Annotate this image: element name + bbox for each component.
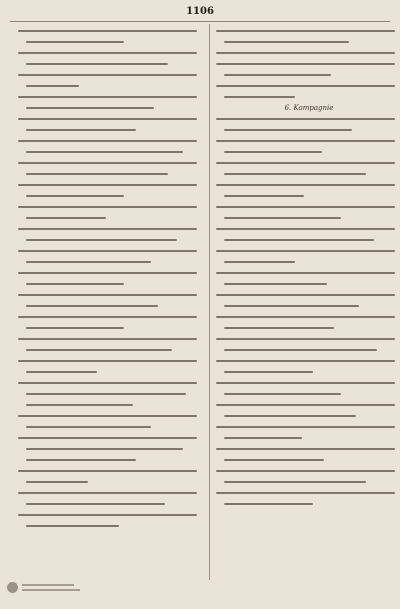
entry-line (18, 510, 204, 521)
entry-line (216, 235, 400, 246)
entry-line (216, 213, 400, 224)
entry-line (18, 246, 204, 257)
entry-text-bar (216, 228, 395, 230)
entry-line (18, 169, 204, 180)
entry-line (216, 466, 400, 477)
entry-line (216, 455, 400, 466)
entry-line (216, 279, 400, 290)
entry-line (216, 389, 400, 400)
entry-text-bar (26, 481, 88, 483)
entry-line (216, 136, 400, 147)
entry-text-bar (224, 327, 334, 329)
entry-text-bar (224, 415, 356, 417)
entry-text-bar (18, 96, 197, 98)
entry-text-bar (216, 294, 395, 296)
entry-text-bar (18, 272, 197, 274)
entry-line (18, 125, 204, 136)
entry-text-bar (224, 129, 352, 131)
entry-line (18, 411, 204, 422)
entry-text-bar (26, 129, 136, 131)
entry-text-bar (18, 206, 197, 208)
entry-text-bar (216, 140, 395, 142)
entry-line (216, 290, 400, 301)
entry-line (216, 400, 400, 411)
entry-text-bar (216, 85, 395, 87)
entry-text-bar (224, 371, 313, 373)
entry-text-bar (26, 327, 124, 329)
entry-line (18, 37, 204, 48)
entry-line (18, 114, 204, 125)
entry-line (216, 367, 400, 378)
entry-text-bar (26, 404, 133, 406)
entry-line (216, 70, 400, 81)
entry-text-bar (224, 151, 322, 153)
entry-text-bar (26, 217, 106, 219)
entry-line (18, 477, 204, 488)
entry-line (216, 246, 400, 257)
entry-line (216, 191, 400, 202)
entry-line (18, 279, 204, 290)
entry-line (216, 378, 400, 389)
entry-text-bar (216, 338, 395, 340)
entry-text-bar (26, 261, 151, 263)
entry-line (216, 147, 400, 158)
entry-line (216, 477, 400, 488)
entry-text-bar (18, 30, 197, 32)
entry-text-bar (18, 184, 197, 186)
entry-line (216, 433, 400, 444)
entry-text-bar (216, 382, 395, 384)
entry-line (18, 224, 204, 235)
entry-line (216, 345, 400, 356)
entry-text-bar (26, 305, 158, 307)
entry-line (18, 180, 204, 191)
entry-text-bar (18, 52, 197, 54)
entry-text-bar (18, 118, 197, 120)
entry-text-bar (224, 481, 366, 483)
entry-line (18, 257, 204, 268)
entry-text-bar (18, 228, 197, 230)
entry-line (216, 224, 400, 235)
entry-text-bar (216, 492, 395, 494)
entry-text-bar (26, 85, 79, 87)
entry-text-bar (18, 294, 197, 296)
entry-line (216, 92, 400, 103)
entry-text-bar (18, 140, 197, 142)
entry-text-bar (26, 459, 136, 461)
entry-line (18, 323, 204, 334)
entry-line (216, 444, 400, 455)
entry-text-bar (18, 316, 197, 318)
entry-text-bar (26, 41, 124, 43)
entry-text-bar (216, 272, 395, 274)
company-heading: 6. Kompagnie (284, 104, 334, 112)
entry-text-bar (216, 250, 395, 252)
entry-line (216, 411, 400, 422)
entry-text-bar (216, 206, 395, 208)
column-divider (209, 24, 210, 580)
entry-line (18, 488, 204, 499)
entry-line (18, 268, 204, 279)
entry-text-bar (224, 393, 341, 395)
entry-text-bar (224, 261, 295, 263)
entry-text-bar (26, 195, 124, 197)
entry-text-bar (224, 459, 324, 461)
entry-line (18, 158, 204, 169)
entry-text-bar (18, 360, 197, 362)
entry-line (18, 499, 204, 510)
entry-text-bar (224, 305, 359, 307)
entry-text-bar (26, 393, 186, 395)
entry-line (216, 81, 400, 92)
entry-line (216, 488, 400, 499)
entry-text-bar (224, 41, 349, 43)
entry-line (18, 367, 204, 378)
entry-line (216, 37, 400, 48)
entry-line (216, 114, 400, 125)
entry-line (18, 444, 204, 455)
entry-text-bar (216, 404, 395, 406)
entry-line (216, 312, 400, 323)
entry-text-bar (26, 151, 183, 153)
entry-text-bar (18, 492, 197, 494)
entry-text-bar (216, 162, 395, 164)
entry-text-bar (224, 96, 295, 98)
entry-text-bar (18, 514, 197, 516)
entry-text-bar (224, 173, 366, 175)
entry-text-bar (216, 118, 395, 120)
entry-line (18, 433, 204, 444)
entry-text-bar (26, 283, 124, 285)
entry-text-bar (216, 30, 395, 32)
entry-line (18, 312, 204, 323)
entry-text-bar (26, 448, 183, 450)
entry-line (18, 356, 204, 367)
footer-imprint (22, 584, 80, 594)
entry-text-bar (224, 437, 302, 439)
entry-line (18, 400, 204, 411)
entry-line (18, 378, 204, 389)
entry-line (18, 59, 204, 70)
entry-text-bar (216, 470, 395, 472)
entry-text-bar (26, 239, 177, 241)
library-logo-icon (7, 582, 18, 593)
entry-text-bar (216, 184, 395, 186)
right-column (216, 26, 400, 510)
entry-line (18, 334, 204, 345)
entry-line (216, 422, 400, 433)
entry-line (18, 92, 204, 103)
entry-text-bar (18, 415, 197, 417)
entry-line (216, 125, 400, 136)
entry-line (18, 202, 204, 213)
entry-text-bar (216, 63, 395, 65)
entry-text-bar (26, 63, 168, 65)
entry-line (216, 268, 400, 279)
entry-line (18, 81, 204, 92)
entry-line (18, 191, 204, 202)
entry-text-bar (18, 338, 197, 340)
entry-line (18, 301, 204, 312)
entry-line (216, 356, 400, 367)
entry-line (216, 180, 400, 191)
entry-text-bar (26, 503, 165, 505)
entry-line (216, 202, 400, 213)
entry-line (18, 103, 204, 114)
entry-line (216, 158, 400, 169)
entry-line (216, 169, 400, 180)
entry-text-bar (18, 470, 197, 472)
entry-line (216, 334, 400, 345)
entry-text-bar (224, 217, 341, 219)
entry-text-bar (224, 74, 331, 76)
entry-line (18, 26, 204, 37)
entry-text-bar (26, 349, 172, 351)
entry-line (18, 235, 204, 246)
entry-line (18, 466, 204, 477)
entry-text-bar (26, 426, 151, 428)
entry-line (216, 499, 400, 510)
entry-line (18, 290, 204, 301)
entry-text-bar (18, 437, 197, 439)
entry-line (18, 48, 204, 59)
entry-line (18, 147, 204, 158)
entry-line (18, 521, 204, 532)
entry-line (216, 323, 400, 334)
entry-text-bar (26, 173, 168, 175)
entry-text-bar (18, 382, 197, 384)
entry-text-bar (216, 426, 395, 428)
entry-text-bar (224, 503, 313, 505)
entry-line (216, 26, 400, 37)
entry-text-bar (216, 316, 395, 318)
entry-text-bar (224, 195, 304, 197)
entry-line (18, 70, 204, 81)
entry-line (216, 59, 400, 70)
entry-line (18, 213, 204, 224)
left-column (18, 26, 204, 532)
entry-line (216, 48, 400, 59)
entry-text-bar (216, 448, 395, 450)
entry-text-bar (18, 74, 197, 76)
entry-line (18, 422, 204, 433)
entry-text-bar (18, 250, 197, 252)
entry-text-bar (26, 107, 154, 109)
entry-text-bar (26, 525, 119, 527)
entry-text-bar (18, 162, 197, 164)
entry-text-bar (224, 283, 327, 285)
entry-text-bar (216, 360, 395, 362)
entry-line (18, 389, 204, 400)
entry-line (216, 257, 400, 268)
entry-text-bar (26, 371, 97, 373)
entry-line (216, 301, 400, 312)
header-rule (10, 21, 390, 22)
page-number: 1106 (186, 6, 214, 17)
entry-text-bar (224, 239, 374, 241)
entry-line (18, 455, 204, 466)
entry-text-bar (224, 349, 377, 351)
entry-line (18, 136, 204, 147)
entry-text-bar (216, 52, 395, 54)
entry-line (18, 345, 204, 356)
